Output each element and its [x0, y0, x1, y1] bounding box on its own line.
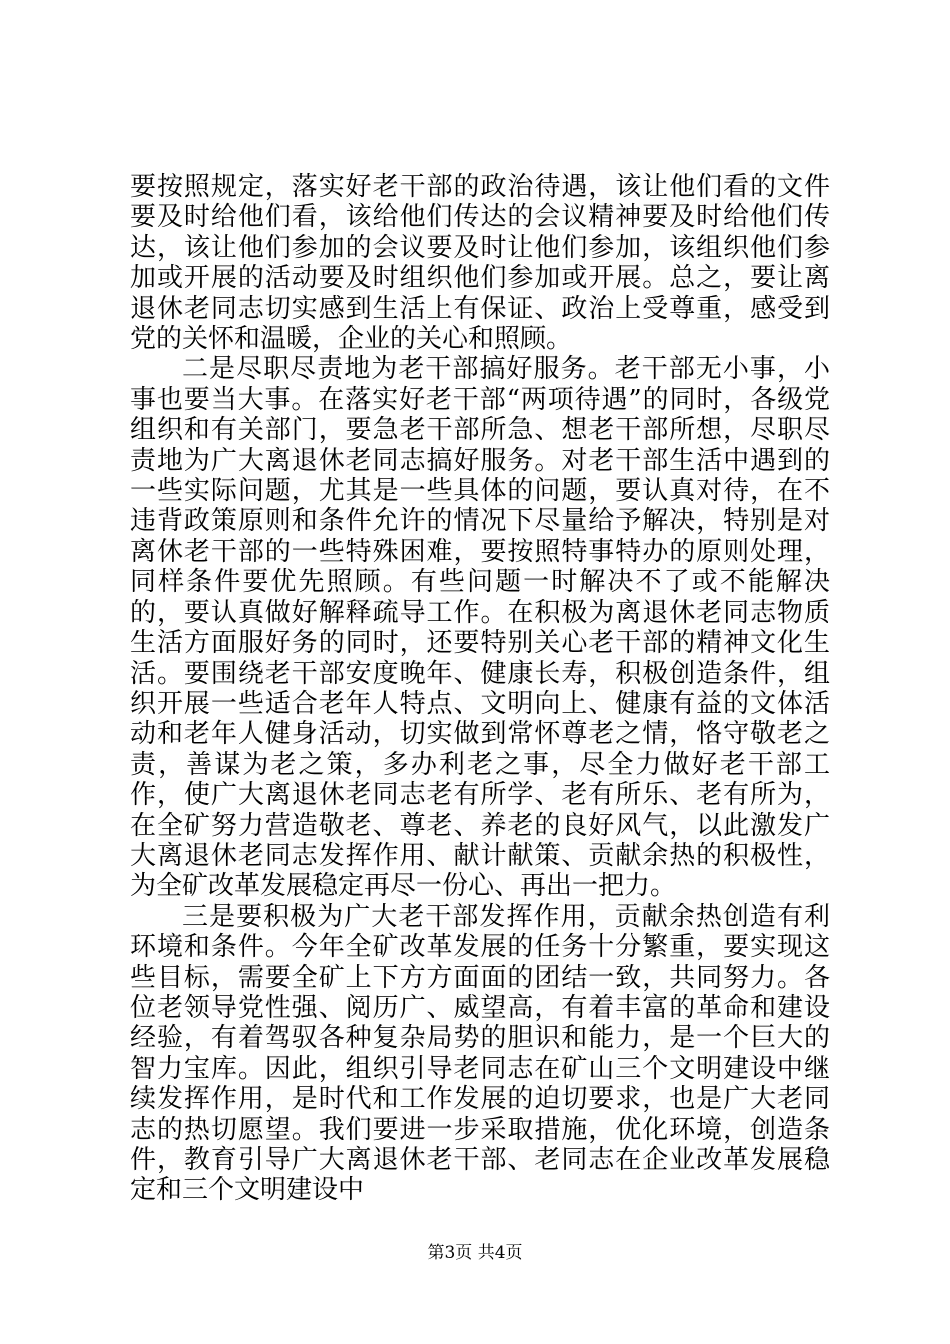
page-footer: 第3页 共4页: [427, 1243, 523, 1263]
paragraph-service: 二是尽职尽责地为老干部搞好服务。老干部无小事，小事也要当大事。在落实好老干部“两项待遇”的同时，各级党组织和有关部门，要急老干部所急、想老干部所想，尽职尽责地为广大离退休老同志搞好服务。对老干部生活中遇到的一些实际问题，尤其是一些具体的问题，要认真对待，在不违背政策原则和条件允许的情况下尽量给予解决，特别是对离休老干部的一些特殊困难，要按照特事特办的原则处理，同样条件要优先照顾。有些问题一时解决不了或不能解决的，要认真做好解释疏导工作。在积极为离退休老同志物质生活方面服好务的同时，还要特别关心老干部的精神文化生活。要围绕老干部安度晚年、健康长寿，积极创造条件，组织开展一些适合老年人特点、文明向上、健康有益的文体活动和老年人健身活动，切实做到常怀尊老之情，恪守敬老之责，善谋为老之策，多办利老之事，尽全力做好老干部工作，使广大离退休老同志老有所学、老有所乐、老有所为，在全矿努力营造敬老、尊老、养老的良好风气，以此激发广大离退休老同志发挥作用、献计献策、贡献余热的积极性，为全矿改革发展稳定再尽一份心、再出一把力。: [130, 354, 830, 902]
paragraph-continuation: 要按照规定，落实好老干部的政治待遇，该让他们看的文件要及时给他们看，该给他们传达的会议精神要及时给他们传达，该让他们参加的会议要及时让他们参加，该组织他们参加或开展的活动要及时组织他们参加或开展。总之，要让离退休老同志切实感到生活上有保证、政治上受尊重，感受到党的关怀和温暖，企业的关心和照顾。: [130, 172, 830, 355]
paragraph-role: 三是要积极为广大老干部发挥作用，贡献余热创造有利环境和条件。今年全矿改革发展的任务十分繁重，要实现这些目标，需要全矿上下方方面面的团结一致，共同努力。各位老领导党性强、阅历广、威望高，有着丰富的革命和建设经验，有着驾驭各种复杂局势的胆识和能力，是一个巨大的智力宝库。因此，组织引导老同志在矿山三个文明建设中继续发挥作用，是时代和工作发展的迫切要求，也是广大老同志的热切愿望。我们要进一步采取措施，优化环境，创造条件，教育引导广大离退休老干部、老同志在企业改革发展稳定和三个文明建设中: [130, 901, 830, 1206]
document-body: [130, 172, 830, 1206]
